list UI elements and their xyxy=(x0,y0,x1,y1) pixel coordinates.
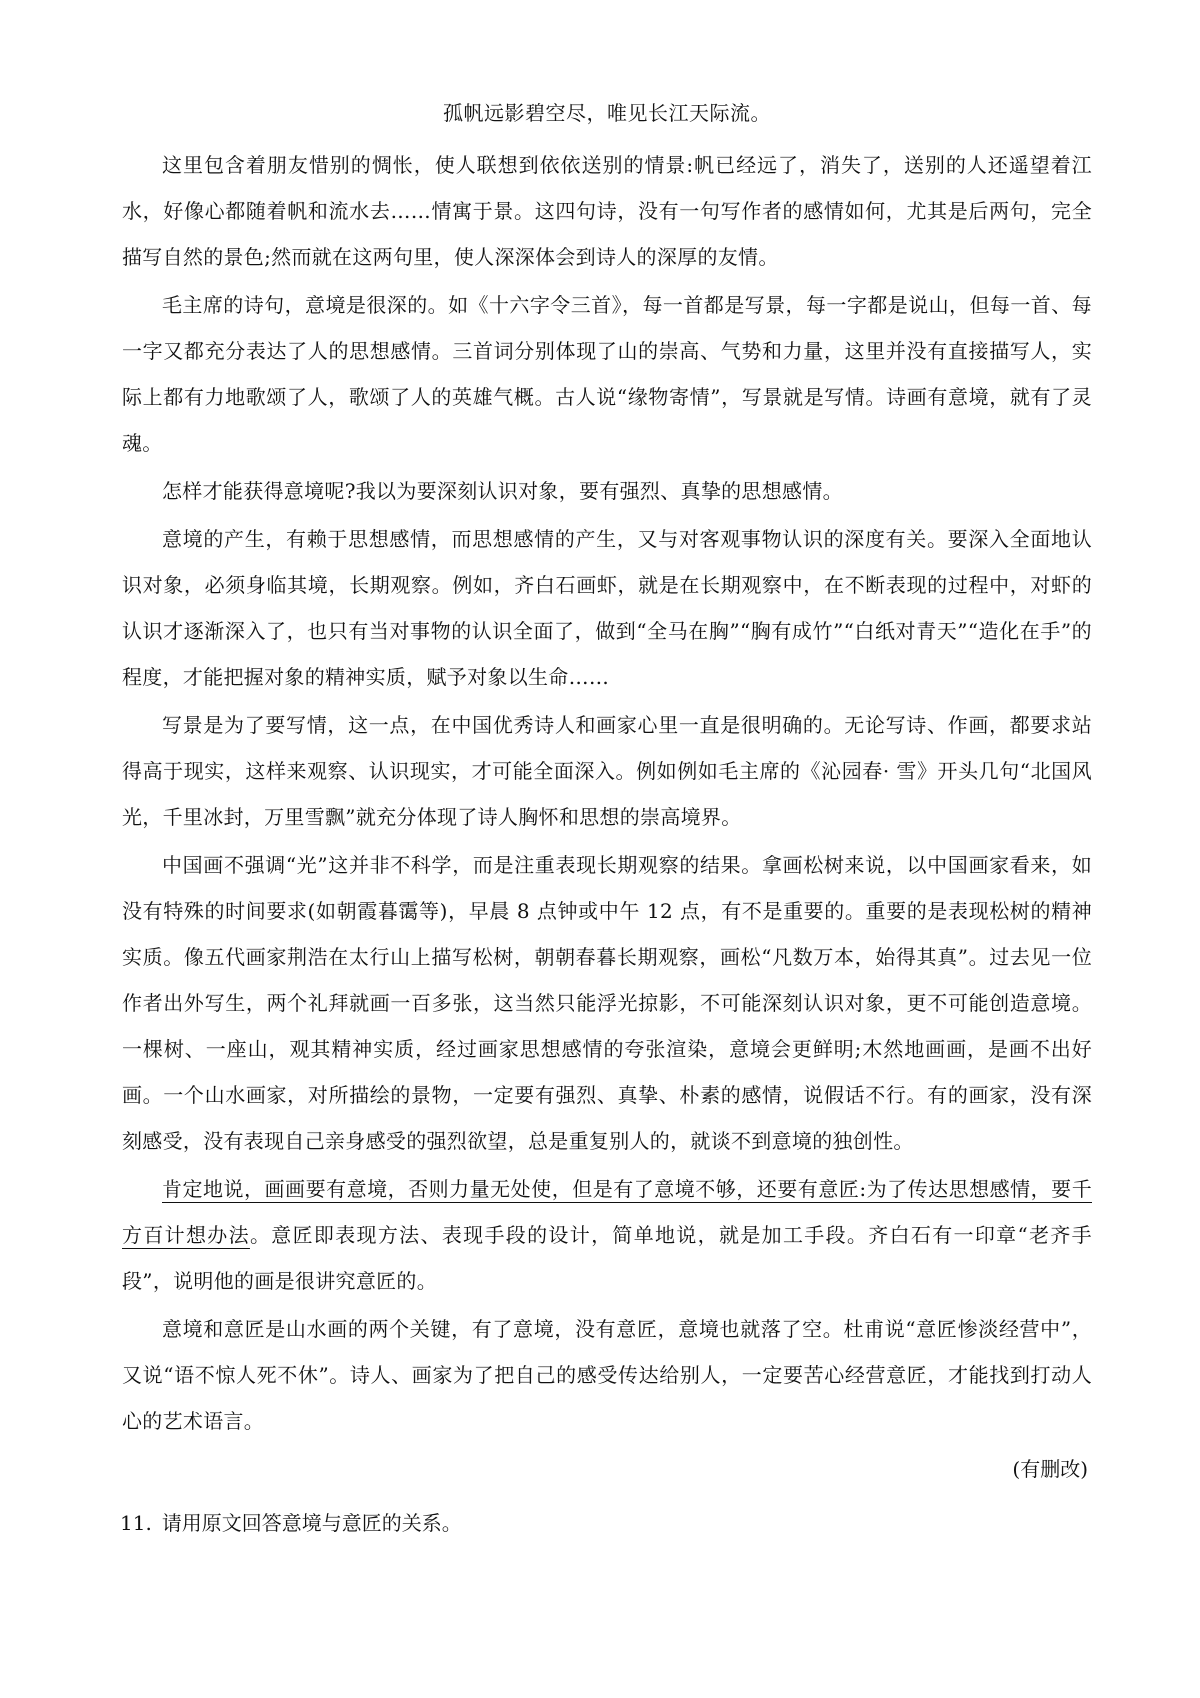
paragraph-chinese-painting: 中国画不强调“光”这并非不科学，而是注重表现长期观察的结果。拿画松树来说，以中国画家看来，如没有特殊的时间要求(如朝霞暮霭等)，早晨 8 点钟或中午 12 点，有不是重要的。重要的是表现松树的精神实质。像五代画家荆浩在太行山上描写松树，朝朝春暮长期观察，画松“凡数万本，始得其真”。过去见一位作者出外写生，两个礼拜就画一百多张，这当然只能浮光掠影，不可能深刻认识对象，更不可能创造意境。一棵树、一座山，观其精神实质，经过画家思想感情的夸张渲染，意境会更鲜明;木然地画画，是画不出好画。一个山水画家，对所描绘的景物，一定要有强烈、真挚、朴素的感情，说假话不行。有的画家，没有深刻感受，没有表现自己亲身感受的强烈欲望，总是重复别人的，就谈不到意境的独创性。 xyxy=(122,853,1092,1153)
question-11 xyxy=(120,1500,1092,1546)
document-content xyxy=(122,96,1092,1546)
question-text: 请用原文回答意境与意匠的关系。 xyxy=(161,1511,462,1535)
poem-line: 孤帆远影碧空尽，唯见长江天际流。 xyxy=(443,101,771,125)
paragraph-scenery-emotion: 写景是为了要写情，这一点，在中国优秀诗人和画家心里一直是很明确的。无论写诗、作画，都要求站得高于现实，这样来观察、认识现实，才可能全面深入。例如例如毛主席的《沁园春· 雪》开头几句“北国风光，千里冰封，万里雪飘”就充分体现了诗人胸怀和思想的崇高境界。 xyxy=(122,713,1092,829)
paragraph-farewell-analysis: 这里包含着朋友惜别的惆怅，使人联想到依依送别的情景:帆已经远了，消失了，送别的人还遥望着江水，好像心都随着帆和流水去……情寓于景。这四句诗，没有一句写作者的感情如何，尤其是后两句，完全描写自然的景色;然而就在这两句里，使人深深体会到诗人的深厚的友情。 xyxy=(122,153,1092,269)
paragraph-mood-and-craft-rest: 。意匠即表现方法、表现手段的设计，简单地说，就是加工手段。齐白石有一印章“老齐手段”，说明他的画是很讲究意匠的。 xyxy=(122,1223,1092,1293)
source-note: (有删改) xyxy=(1012,1457,1088,1481)
paragraph-mood-origin: 意境的产生，有赖于思想感情，而思想感情的产生，又与对客观事物认识的深度有关。要深入全面地认识对象，必须身临其境，长期观察。例如，齐白石画虾，就是在长期观察中，在不断表现的过程中，对虾的认识才逐渐深入了，也只有当对事物的认识全面了，做到“全马在胸”“胸有成竹”“白纸对青天”“造化在手”的程度，才能把握对象的精神实质，赋予对象以生命…… xyxy=(122,527,1092,689)
paragraph-mood-and-craft xyxy=(122,1166,1092,1304)
paragraph-two-keys: 意境和意匠是山水画的两个关键，有了意境，没有意匠，意境也就落了空。杜甫说“意匠惨淡经营中”，又说“语不惊人死不休”。诗人、画家为了把自己的感受传达给别人，一定要苦心经营意匠，才能找到打动人心的艺术语言。 xyxy=(122,1317,1092,1433)
question-number: 11. xyxy=(120,1511,152,1535)
paragraph-how-to-gain-mood: 怎样才能获得意境呢?我以为要深刻认识对象，要有强烈、真挚的思想感情。 xyxy=(162,479,843,503)
paragraph-mao-poetry: 毛主席的诗句，意境是很深的。如《十六字令三首》，每一首都是写景，每一字都是说山，但每一首、每一字又都充分表达了人的思想感情。三首词分别体现了山的崇高、气势和力量，这里并没有直接描写人，实际上都有力地歌颂了人，歌颂了人的英雄气概。古人说“缘物寄情”，写景就是写情。诗画有意境，就有了灵魂。 xyxy=(122,293,1092,455)
underlined-sentence: 肯定地说，画画要有意境，否则力量无处使，但是有了意境不够，还要有意匠:为了传达思想感情，要千方百计想办法 xyxy=(122,1177,1092,1247)
